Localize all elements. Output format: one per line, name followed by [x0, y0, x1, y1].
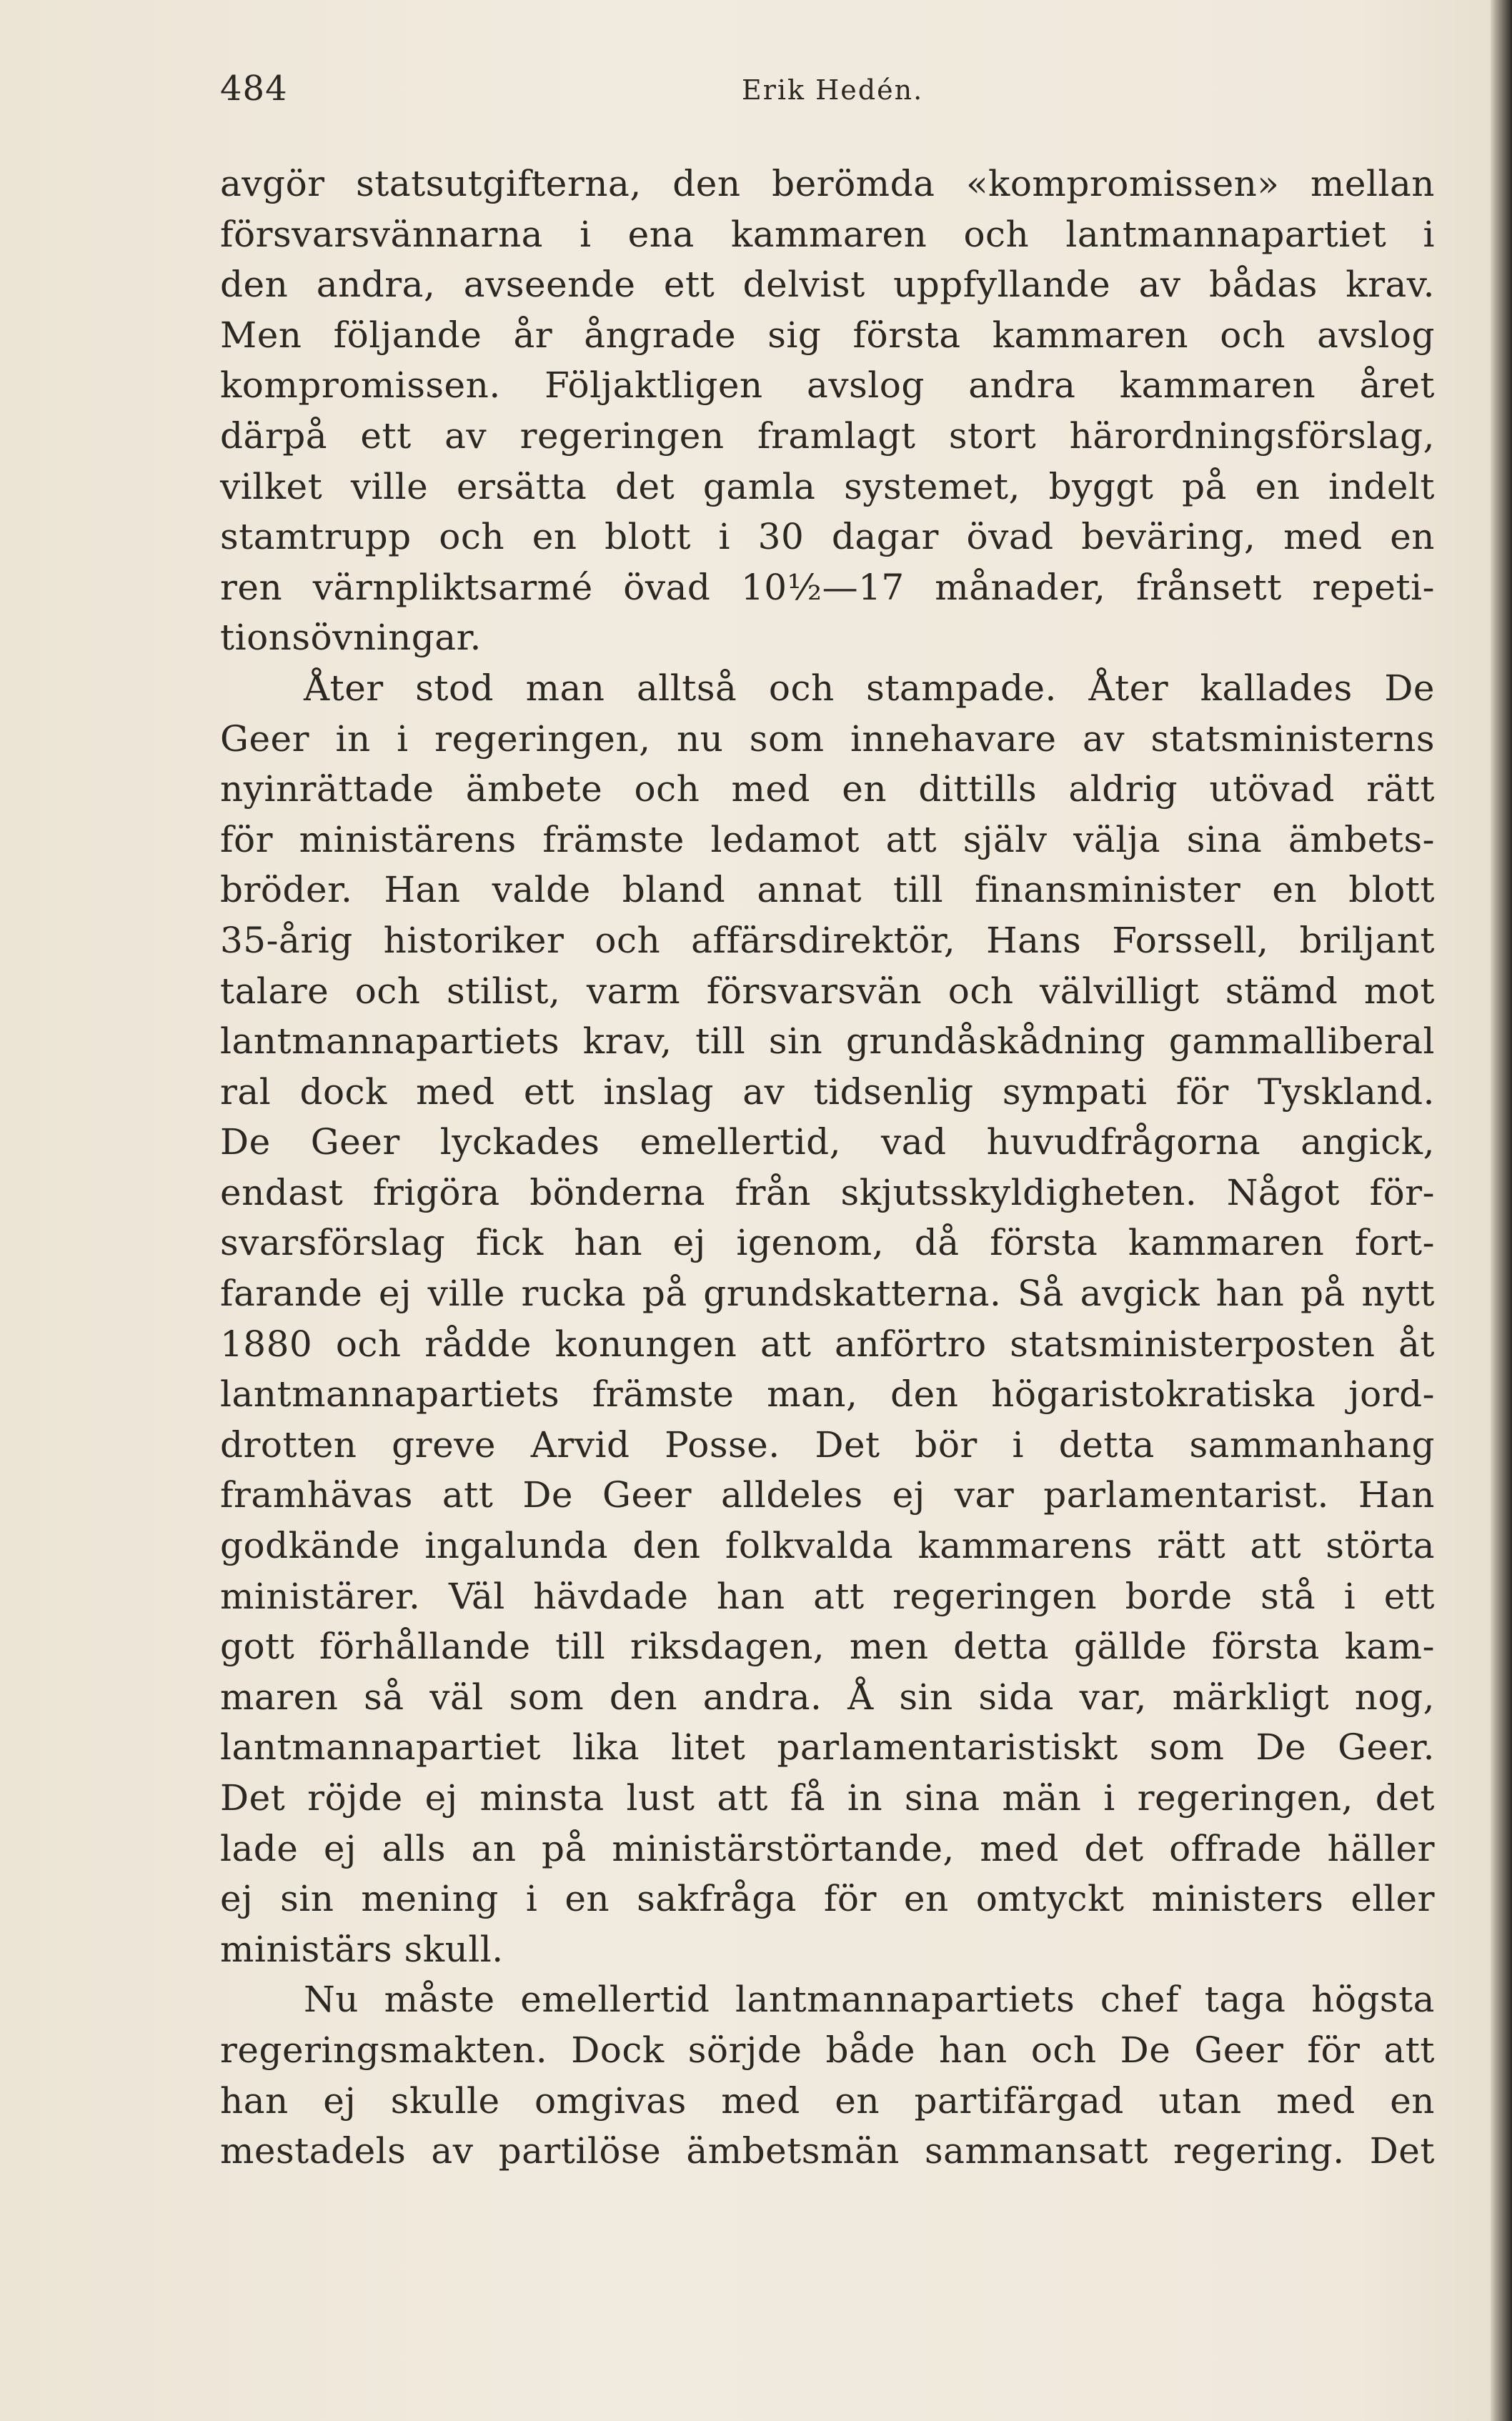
text-line: Men följande år ångrade sig första kammaren och avslog — [220, 314, 1435, 356]
text-line: lantmannapartiets främste man, den högaristokratiska jord- — [220, 1373, 1435, 1416]
text-line: ej sin mening i en sakfråga för en omtyckt ministers eller — [220, 1878, 1435, 1920]
text-line: bröder. Han valde bland annat till finansminister en blott — [220, 869, 1435, 911]
text-line: godkände ingalunda den folkvalda kammarens rätt att störta — [220, 1525, 1435, 1567]
text-line: tionsövningar. — [220, 617, 482, 659]
text-line: försvarsvännarna i ena kammaren och lantmannapartiet i — [220, 213, 1435, 255]
text-line: talare och stilist, varm försvarsvän och välvilligt stämd mot — [220, 970, 1435, 1012]
text-line: lantmannapartiets krav, till sin grundåskådning gammalliberal — [220, 1020, 1435, 1063]
text-line: ministärs skull. — [220, 1928, 504, 1970]
text-line: Geer in i regeringen, nu som innehavare av statsministerns — [220, 717, 1435, 760]
book-spine-edge — [1491, 0, 1512, 2421]
text-line: Det röjde ej minsta lust att få in sina män i regeringen, det — [220, 1777, 1435, 1819]
text-line: farande ej ville rucka på grundskatterna. Så avgick han på nytt — [220, 1273, 1435, 1315]
text-line: avgör statsutgifterna, den berömda «kompromissen» mellan — [220, 163, 1435, 204]
text-line: vilket ville ersätta det gamla systemet, byggt på en indelt — [220, 465, 1435, 507]
page-header — [220, 69, 1435, 126]
text-line: lade ej alls an på ministärstörtande, med det offrade häller — [220, 1827, 1435, 1869]
text-line: regeringsmakten. Dock sörjde både han och De Geer för att — [220, 2029, 1435, 2071]
running-head: Erik Hedén. — [742, 74, 924, 106]
text-line: De Geer lyckades emellertid, vad huvudfrågorna angick, — [220, 1121, 1435, 1163]
text-line: den andra, avseende ett delvist uppfyllande av bådas krav. — [220, 264, 1435, 306]
text-line: svarsförslag fick han ej igenom, då första kammaren fort- — [220, 1222, 1435, 1264]
text-line: maren så väl som den andra. Å sin sida var, märkligt nog, — [220, 1676, 1435, 1718]
text-line: mestadels av partilöse ämbetsmän sammansatt regering. Det — [220, 2130, 1435, 2172]
text-line: endast frigöra bönderna från skjutsskyldigheten. Något för- — [220, 1171, 1435, 1213]
text-line: framhävas att De Geer alldeles ej var parlamentarist. Han — [220, 1474, 1435, 1516]
text-line: nyinrättade ämbete och med en dittills aldrig utövad rätt — [220, 768, 1435, 810]
text-line: lantmannapartiet lika litet parlamentaristiskt som De Geer. — [220, 1726, 1435, 1769]
text-line: ministärer. Väl hävdade han att regeringen borde stå i ett — [220, 1575, 1435, 1617]
text-line: därpå ett av regeringen framlagt stort härordningsförslag, — [220, 414, 1435, 457]
body-text — [220, 159, 1435, 2177]
text-line: för ministärens främste ledamot att själv välja sina ämbets- — [220, 818, 1435, 860]
paragraph-start-line: Nu måste emellertid lantmannapartiets chef taga högsta — [304, 1979, 1435, 2021]
text-line: ral dock med ett inslag av tidsenlig sympati för Tyskland. — [220, 1070, 1435, 1113]
text-line: 35-årig historiker och affärsdirektör, Hans Forssell, briljant — [220, 919, 1435, 961]
paragraph-start-line: Åter stod man alltså och stampade. Åter kallades De — [304, 667, 1435, 709]
page-number: 484 — [220, 69, 288, 109]
text-line: stamtrupp och en blott i 30 dagar övad beväring, med en — [220, 516, 1435, 558]
text-line: kompromissen. Följaktligen avslog andra kammaren året — [220, 364, 1435, 407]
text-line: drotten greve Arvid Posse. Det bör i detta sammanhang — [220, 1423, 1435, 1466]
text-line: han ej skulle omgivas med en partifärgad utan med en — [220, 2079, 1435, 2122]
text-line: 1880 och rådde konungen att anförtro statsministerposten åt — [220, 1323, 1435, 1365]
text-line: gott förhållande till riksdagen, men detta gällde första kam- — [220, 1626, 1435, 1668]
text-line: ren värnpliktsarmé övad 10½—17 månader, frånsett repeti- — [220, 566, 1435, 608]
